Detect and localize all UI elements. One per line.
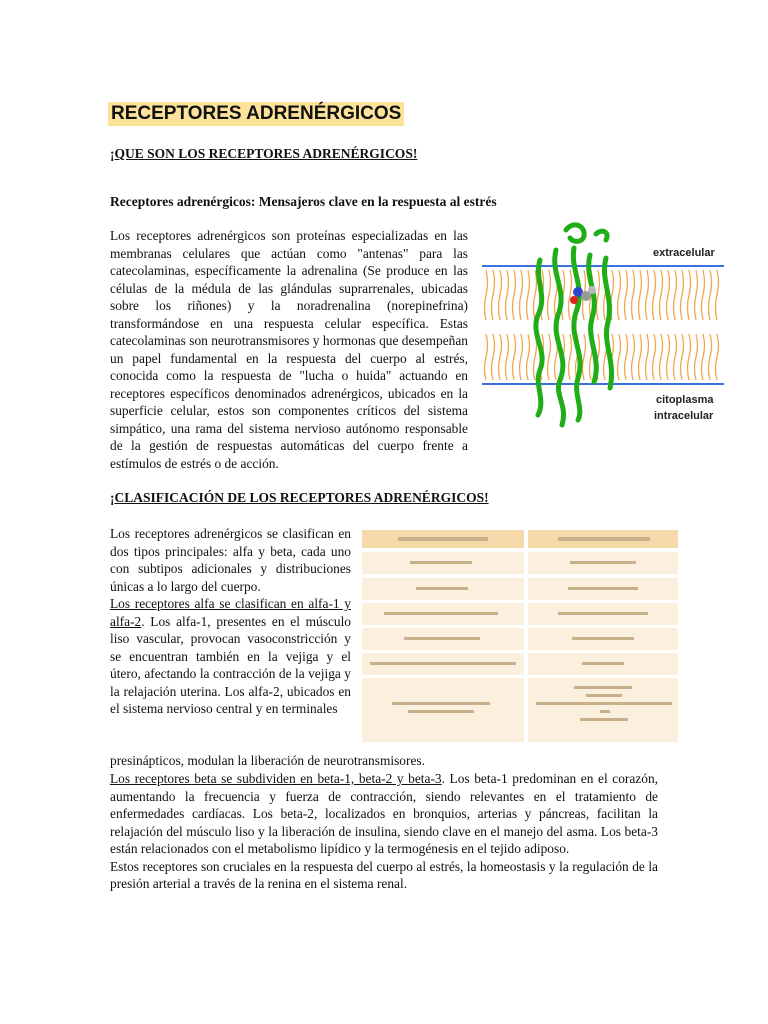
lipid-tail [499,334,502,380]
lipid-tail [485,334,488,380]
intro-paragraph: Los receptores adrenérgicos son proteínas especializadas en las membranas celulares que actúan como "antenas" para las catecolaminas, específicamente la adrenalina (Se produce en las células de la médula de las glándulas suprarrenales, ubicadas sobre los riñones) y la noradrenalina (norepinefrina) transformándose en una respuesta celular específica. Estas catecolaminas son neurotransmisores y hormonas que desempeñan un papel fundamental en la respuesta del cuerpo al estrés, conocida como la respuesta de "lucha o huida" actuando en receptores específicos denominados adrenérgicos, ubicados en la superficie celular, estos son componentes críticos del sistema simpático, una rama del sistema nervioso autónomo responsable de la gestión de respuestas automáticas del cuerpo frente a estímulos de estrés o de acción. [110,228,468,471]
lipid-tail [660,334,663,380]
svg-text:extracelular: extracelular [653,247,715,259]
beta-paragraph: Los receptores beta se subdividen en beta-1, beta-2 y beta-3. Los beta-1 predominan en el corazón, aumentando la frecuencia y fuerza de contracción, siendo relevantes en el tratamiento de enfermedades cardíacas. Los beta-2, localizados en bronquios, arterias y páncreas, facilitan la relajación del músculo liso y la liberación de insulina, siendo clave en el manejo del asma. Los beta-3 están relacionados con el metabolismo lipídico y la termogénesis en el tejido adiposo. Estos receptores son cruciales en la respuesta del cuerpo al estrés, la homeostasis y la regulación de la presión arterial a través de la renina en el sistema renal. [110,771,658,891]
lipid-tail [688,334,691,380]
receptor-comparison-table-image [360,528,682,748]
lipid-bilayer [482,266,724,384]
classification-paragraph: Los receptores adrenérgicos se clasifican en dos tipos principales: alfa y beta, cada uno con subtipos adicionales y distribuciones únicas a lo largo del cuerpo. Los receptores alfa se clasifican en alfa-1 y alfa-2. Los alfa-1, presentes en el músculo liso vascular, provocan vasoconstricción y se encuentran también en la vejiga y el útero, afectando la contracción de la vejiga y la relajación uterina. Los alfa-2, ubicados en el sistema nervioso central y en terminales [110,526,351,716]
closing-paragraph: Estos receptores son cruciales en la respuesta del cuerpo al estrés, la homeostasis y la regulación de la presión arterial a través de la renina en el sistema renal. [110,858,658,891]
alfa-tail-line: presinápticos, modulan la liberación de neurotransmisores. [110,753,425,768]
lipid-tail [716,334,719,380]
receptor-membrane-figure [478,220,728,438]
lipid-tail [520,270,523,320]
lipid-tail [548,334,551,380]
svg-text:intracelular: intracelular [654,410,714,422]
receptor-protein [536,225,612,425]
page-title: RECEPTORES ADRENÉRGICOS [108,102,404,126]
lipid-tail [618,334,621,380]
lipid-tail [618,270,621,320]
lipid-tail [653,334,656,380]
lipid-tail [632,334,635,380]
lipid-tail [527,334,530,380]
lipid-tail [695,334,698,380]
lipid-tail [632,270,635,320]
lipid-tail [667,270,670,320]
lipid-tail [520,334,523,380]
lipid-tail [695,270,698,320]
lipid-tail [527,270,530,320]
lipid-tail [485,270,488,320]
lipid-tail [499,270,502,320]
lipid-tail [660,270,663,320]
lipid-tail [569,334,572,380]
lipid-tail [709,270,712,320]
lipid-tail [548,270,551,320]
lipid-tail [513,270,516,320]
svg-text:citoplasma: citoplasma [656,394,714,406]
lipid-tail [681,270,684,320]
lipid-tail [674,270,677,320]
lipid-tail [506,270,509,320]
section-subheading: Receptores adrenérgicos: Mensajeros clave en la respuesta al estrés [110,194,497,209]
lipid-tail [492,270,495,320]
beta-subtypes-label: Los receptores beta se subdividen en beta-1, beta-2 y beta-3 [110,771,442,786]
lipid-tail [639,334,642,380]
lipid-tail [625,270,628,320]
lipid-tail [569,270,572,320]
lipid-tail [667,334,670,380]
lipid-tail [506,334,509,380]
lipid-tail [492,334,495,380]
lipid-tail [597,270,600,320]
section-heading-what: ¡QUE SON LOS RECEPTORES ADRENÉRGICOS! [110,146,418,161]
lipid-tail [702,334,705,380]
lipid-tail [702,270,705,320]
lipid-tail [653,270,656,320]
lipid-tail [583,334,586,380]
lipid-tail [688,270,691,320]
lipid-tail [709,334,712,380]
lipid-tail [534,270,537,320]
lipid-tail [681,334,684,380]
alfa-subtypes-label: Los receptores alfa se clasifican en alfa-1 y alfa-2 [110,596,351,629]
lipid-tail [646,334,649,380]
section-heading-classification: ¡CLASIFICACIÓN DE LOS RECEPTORES ADRENÉRGICOS! [110,490,489,505]
lipid-tail [625,334,628,380]
lipid-tail [716,270,719,320]
lipid-tail [639,270,642,320]
lipid-tail [646,270,649,320]
lipid-tail [513,334,516,380]
lipid-tail [674,334,677,380]
